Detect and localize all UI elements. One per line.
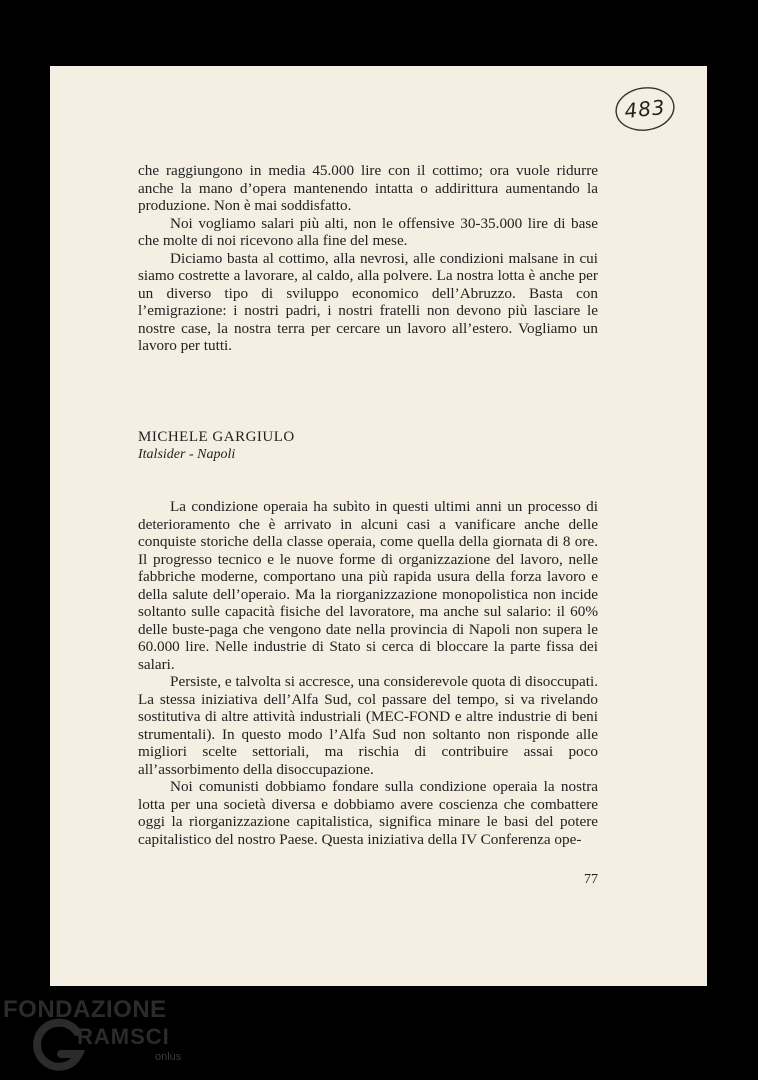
logo-suffix: onlus (155, 1051, 182, 1063)
logo-line2: RAMSCI (77, 1024, 170, 1049)
document-page (50, 66, 707, 986)
speaker-name: MICHELE GARGIULO (138, 429, 295, 445)
paragraph: Noi vogliamo salari più alti, non le offensive 30-35.000 lire di base che molte di noi ricevono alla fine del mese. (138, 214, 598, 249)
paragraph: Diciamo basta al cottimo, alla nevrosi, alle condizioni malsane in cui siamo costrette a lavorare, al caldo, alla polvere. La nostra lotta è anche per un diverso tipo di sviluppo economico dell’Abruzzo. Basta con l’emigrazione: i nostri padri, i nostri fratelli non devono più lasciare le nostre case, la nostra terra per cercare un lavoro all’estero. Vogliamo un lavoro per tutti. (138, 249, 598, 354)
speaker-heading (138, 428, 598, 464)
fondazione-gramsci-logo (3, 996, 193, 1076)
page-number: 77 (584, 872, 598, 887)
paragraph: Noi comunisti dobbiamo fondare sulla condizione operaia la nostra lotta per una società diversa e dobbiamo avere coscienza che combattere oggi la riorganizzazione capitalistica, significa minare le basi del potere capitalistico del nostro Paese. Questa iniziativa della IV Conferenza ope- (138, 778, 598, 848)
stamp-number: 483 (623, 94, 667, 124)
speaker-affiliation: Italsider - Napoli (138, 447, 236, 462)
text-block-main (138, 498, 598, 848)
paragraph: che raggiungono in media 45.000 lire con il cottimo; ora vuole ridurre anche la mano d’opera mantenendo intatta o addirittura aumentando la produzione. Non è mai soddisfatto. (138, 162, 598, 214)
text-block-top (138, 162, 598, 355)
archive-stamp (613, 84, 677, 134)
paragraph: Persiste, e talvolta si accresce, una considerevole quota di disoccupati. La stessa iniziativa dell’Alfa Sud, col passare del tempo, si va rivelando sostitutiva di altre attività industriali (MEC-FOND e altre industrie di beni strumentali). In questo modo l’Alfa Sud non soltanto non risponde alle migliori scelte settoriali, ma rischia di contribuire assai poco all’assorbimento della disoccupazione. (138, 673, 598, 778)
paragraph: La condizione operaia ha subìto in questi ultimi anni un processo di deterioramento che è arrivato in alcuni casi a vanificare anche delle conquiste storiche della classe operaia, come quella della giornata di 8 ore. Il progresso tecnico e le nuove forme di organizzazione del lavoro, nelle fabbriche moderne, comportano una più rapida usura della forza lavoro e della salute dell’operaio. Ma la riorganizzazione monopolistica non incide soltanto sulle capacità fisiche del lavoratore, ma anche sul salario: il 60% delle buste-paga che vengono date nella provincia di Napoli non supera le 60.000 lire. Nelle industrie di Stato si cerca di bloccare la parte fissa dei salari. (138, 498, 598, 673)
logo-line1: FONDAZIONE (3, 996, 167, 1023)
